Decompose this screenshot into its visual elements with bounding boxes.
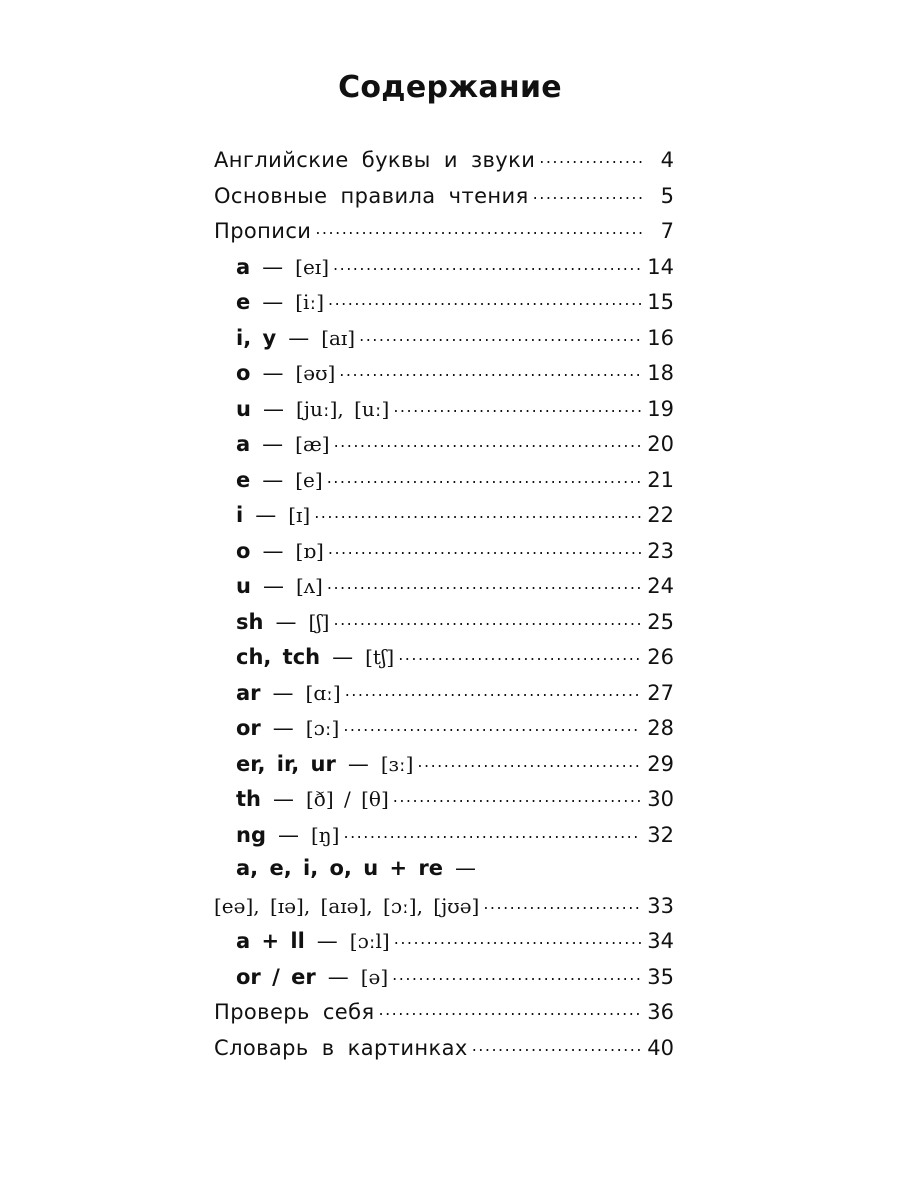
dash-separator: — (262, 396, 284, 421)
sound-letters: or (236, 716, 261, 740)
dot-leader (315, 217, 644, 238)
dot-leader (539, 146, 644, 167)
toc-entry-label: Основные правила чтения (214, 183, 529, 208)
toc-entry-letters-sounds[interactable] (214, 146, 674, 182)
dot-leader (398, 643, 641, 664)
sound-letters: sh (236, 609, 264, 634)
dot-leader (394, 927, 642, 948)
ipa-transcription: [eɪ] (295, 254, 330, 279)
sound-letters: th (236, 787, 261, 811)
toc-subentry-continuation[interactable] (214, 892, 674, 928)
toc-subentry[interactable] (214, 324, 674, 360)
toc-page-number: 5 (660, 183, 674, 208)
ipa-transcription: [əʊ] (295, 361, 336, 385)
sound-letters: a (236, 254, 251, 279)
dot-leader (327, 572, 641, 593)
ipa-transcription: [ɑː] (305, 680, 341, 705)
toc-page-number: 25 (647, 609, 674, 634)
dash-separator: — (454, 856, 476, 880)
ipa-transcription: [iː] (295, 290, 324, 314)
dash-separator: — (262, 467, 284, 492)
ipa-transcription: [ɜː] (380, 751, 414, 776)
toc-page-number: 24 (647, 574, 674, 598)
dash-separator: — (277, 822, 299, 847)
toc-subentry[interactable] (214, 963, 674, 999)
toc-subentry[interactable] (214, 927, 674, 963)
sound-letters: a (236, 432, 251, 456)
dash-separator: — (262, 432, 284, 456)
toc-entry-propisi[interactable] (214, 217, 674, 253)
dot-leader (328, 288, 641, 309)
dot-leader (359, 324, 641, 345)
toc-subentry[interactable] (214, 359, 674, 395)
toc-subentry[interactable] (214, 608, 674, 644)
toc-entry-label: Английские буквы и звуки (214, 148, 536, 172)
ipa-transcription: [tʃ] (365, 645, 395, 669)
toc-page-number: 36 (647, 1000, 674, 1024)
toc-page-number: 29 (647, 751, 674, 776)
dot-leader (343, 821, 641, 842)
dash-separator: — (275, 609, 297, 634)
sound-letters: a + ll (236, 929, 305, 953)
sound-letters: ng (236, 822, 266, 847)
dash-separator: — (262, 290, 284, 314)
toc-entry-label: Прописи (214, 219, 312, 243)
toc-entry-picture-dictionary[interactable] (214, 1034, 674, 1070)
toc-subentry[interactable] (214, 643, 674, 679)
dash-separator: — (347, 751, 369, 776)
dot-leader (328, 537, 641, 558)
dot-leader (417, 750, 641, 771)
dash-separator: — (262, 574, 284, 598)
toc-subentry-heading[interactable] (214, 856, 674, 892)
toc-page-number: 4 (660, 148, 674, 172)
dash-separator: — (288, 325, 310, 350)
dash-separator: — (262, 361, 284, 385)
dot-leader (343, 714, 641, 735)
ipa-transcription: [æ] (295, 432, 330, 456)
toc-entry-reading-rules[interactable] (214, 182, 674, 218)
sound-letters: e (236, 290, 251, 314)
toc-page-number: 28 (647, 716, 674, 740)
dot-leader (379, 998, 642, 1019)
dash-separator: — (255, 503, 277, 527)
dot-leader (333, 253, 641, 274)
toc-entry-self-check[interactable] (214, 998, 674, 1034)
sound-letters: or / er (236, 964, 316, 989)
sound-letters: i (236, 503, 244, 527)
dot-leader (345, 679, 642, 700)
sound-letters: o (236, 538, 251, 563)
toc-page-number: 34 (647, 929, 674, 953)
toc-page-number: 15 (647, 290, 674, 314)
dash-separator: — (327, 964, 349, 989)
dash-separator: — (272, 680, 294, 705)
dot-leader (392, 963, 641, 984)
ipa-transcription: [juː], [uː] (295, 396, 390, 421)
toc-page-number: 33 (647, 893, 674, 918)
toc-page-number: 18 (647, 361, 674, 385)
toc-page-number: 27 (647, 680, 674, 705)
ipa-transcription: [ɪ] (288, 503, 311, 527)
ipa-transcription: [e] (295, 467, 323, 492)
dot-leader (334, 430, 642, 451)
dot-leader (533, 182, 644, 203)
toc-page-number: 26 (647, 645, 674, 669)
toc-page-number: 23 (647, 538, 674, 563)
dot-leader (339, 359, 641, 380)
dash-separator: — (262, 538, 284, 563)
dot-leader (327, 466, 642, 487)
sound-letters: o (236, 361, 251, 385)
dot-leader (393, 395, 641, 416)
toc-page-number: 22 (647, 503, 674, 527)
dot-leader (483, 892, 641, 913)
toc-subentry[interactable] (214, 253, 674, 289)
dash-separator: — (272, 716, 294, 740)
toc-subentry[interactable] (214, 395, 674, 431)
toc-page-number: 16 (647, 325, 674, 350)
dot-leader (472, 1034, 642, 1055)
toc-page-number: 14 (647, 254, 674, 279)
ipa-transcription: [ə] (360, 964, 389, 989)
ipa-transcription: [ŋ] (310, 822, 340, 847)
toc-subentry[interactable] (214, 501, 674, 537)
ipa-transcription: [ʃ] (308, 609, 330, 634)
toc-page-number: 30 (647, 787, 674, 811)
dot-leader (314, 501, 641, 522)
sound-letters: e (236, 467, 251, 492)
toc-subentry[interactable] (214, 288, 674, 324)
toc-subentry[interactable] (214, 430, 674, 466)
toc-page-number: 32 (647, 822, 674, 847)
dash-separator: — (262, 254, 284, 279)
toc-page-number: 21 (647, 467, 674, 492)
toc-page-number: 35 (647, 964, 674, 989)
sound-letters: ch, tch (236, 645, 321, 669)
sound-letters: u (236, 574, 251, 598)
toc-subentry[interactable] (214, 714, 674, 750)
ipa-transcription: [ɔː] (305, 716, 340, 740)
toc-entry-label: Проверь себя (214, 1000, 375, 1024)
toc-subentry[interactable] (214, 785, 674, 821)
dot-leader (334, 608, 642, 629)
dash-separator: — (273, 787, 294, 811)
toc-subentry[interactable] (214, 679, 674, 715)
ipa-transcription: [ɔːl] (349, 929, 390, 953)
sound-letters: er, ir, ur (236, 751, 336, 776)
ipa-transcription: [ʌ] (295, 574, 323, 598)
sound-letters: i, y (236, 325, 277, 350)
toc-subentry[interactable] (214, 821, 674, 857)
table-of-contents (214, 146, 674, 1069)
sound-letters: ar (236, 680, 261, 705)
ipa-transcription: [eə], [ɪə], [aɪə], [ɔː], [jʊə] (214, 893, 480, 918)
toc-subentry[interactable] (214, 572, 674, 608)
toc-page-number: 20 (647, 432, 674, 456)
ipa-transcription: [ð] / [θ] (306, 787, 389, 811)
sound-letters: u (236, 396, 251, 421)
dash-separator: — (316, 929, 338, 953)
toc-page-number: 40 (647, 1035, 674, 1060)
dot-leader (393, 785, 642, 806)
dash-separator: — (332, 645, 354, 669)
toc-subentry[interactable] (214, 537, 674, 573)
page-title: Содержание (338, 70, 562, 105)
toc-subentry[interactable] (214, 750, 674, 786)
toc-page-number: 19 (647, 396, 674, 421)
toc-entry-label: Словарь в картинках (214, 1035, 468, 1060)
ipa-transcription: [aɪ] (321, 325, 356, 350)
toc-subentry[interactable] (214, 466, 674, 502)
ipa-transcription: [ɒ] (295, 538, 324, 563)
sound-letters: a, e, i, o, u + re (236, 856, 443, 880)
toc-page-number: 7 (660, 219, 674, 243)
